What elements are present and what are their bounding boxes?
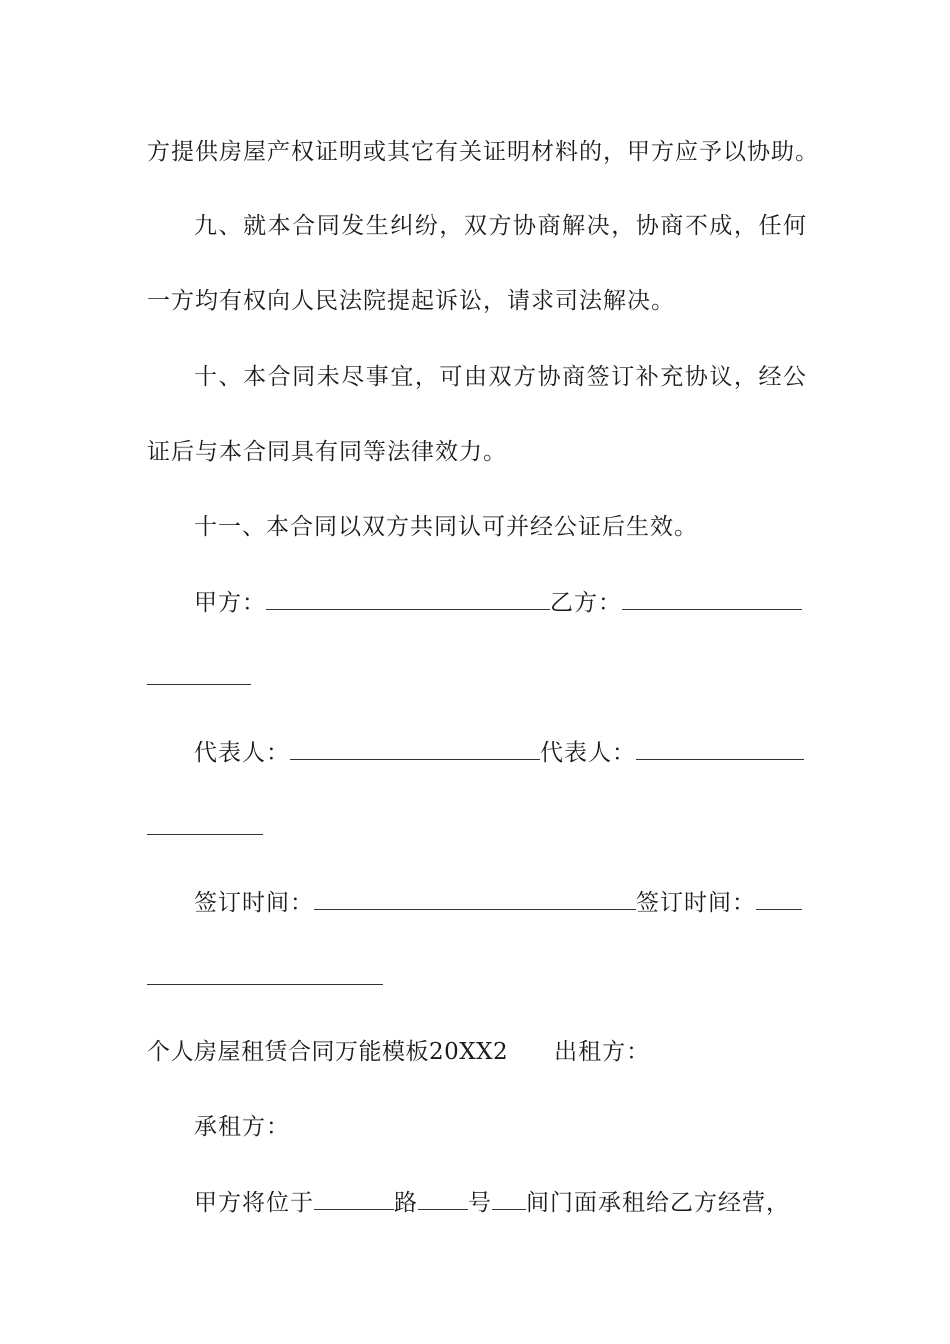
party-b-blank-continued	[147, 662, 807, 693]
rep-b-blank	[636, 737, 804, 760]
party-a-blank	[266, 587, 550, 610]
clause-text: 间门面承租给乙方经营，	[526, 1190, 790, 1216]
party-b-blank	[622, 587, 802, 610]
room-blank	[492, 1187, 526, 1210]
document-title: 个人房屋租赁合同万能模板20XX2	[147, 1039, 509, 1065]
lessee-label: 承租方：	[194, 1114, 290, 1140]
date-b-blank-continued	[147, 962, 807, 993]
clause-11-line: 十一、本合同以双方共同认可并经公证后生效。	[194, 514, 698, 540]
representative-row	[194, 737, 807, 768]
date-b-blank	[756, 887, 802, 910]
paragraph-line: 证后与本合同具有同等法律效力。	[147, 439, 507, 465]
rep-b-label: 代表人：	[540, 740, 636, 766]
clause-text: 甲方将位于	[194, 1190, 314, 1216]
date-a-blank	[314, 887, 636, 910]
paragraph-line: 方提供房屋产权证明或其它有关证明材料的，甲方应予以协助。	[147, 139, 819, 165]
party-b-label: 乙方：	[550, 590, 622, 616]
date-b-label: 签订时间：	[636, 890, 756, 916]
date-a-label: 签订时间：	[194, 890, 314, 916]
clause-10-line: 十、本合同未尽事宜，可由双方协商签订补充协议，经公	[194, 364, 807, 390]
lease-clause-line	[194, 1187, 807, 1218]
rep-a-blank	[290, 737, 540, 760]
clause-9-line: 九、就本合同发生纠纷，双方协商解决，协商不成，任何	[194, 213, 807, 239]
party-a-label: 甲方：	[194, 590, 266, 616]
road-blank	[314, 1187, 394, 1210]
rep-b-blank-continued	[147, 812, 807, 843]
number-blank	[418, 1187, 468, 1210]
party-signature-row	[194, 587, 807, 618]
clause-text: 号	[468, 1190, 492, 1216]
clause-text: 路	[394, 1190, 418, 1216]
rep-a-label: 代表人：	[194, 740, 290, 766]
next-document-heading-row	[147, 1037, 807, 1067]
lessor-label: 出租方：	[554, 1039, 651, 1065]
paragraph-line: 一方均有权向人民法院提起诉讼，请求司法解决。	[147, 288, 675, 314]
signing-date-row	[194, 887, 807, 918]
